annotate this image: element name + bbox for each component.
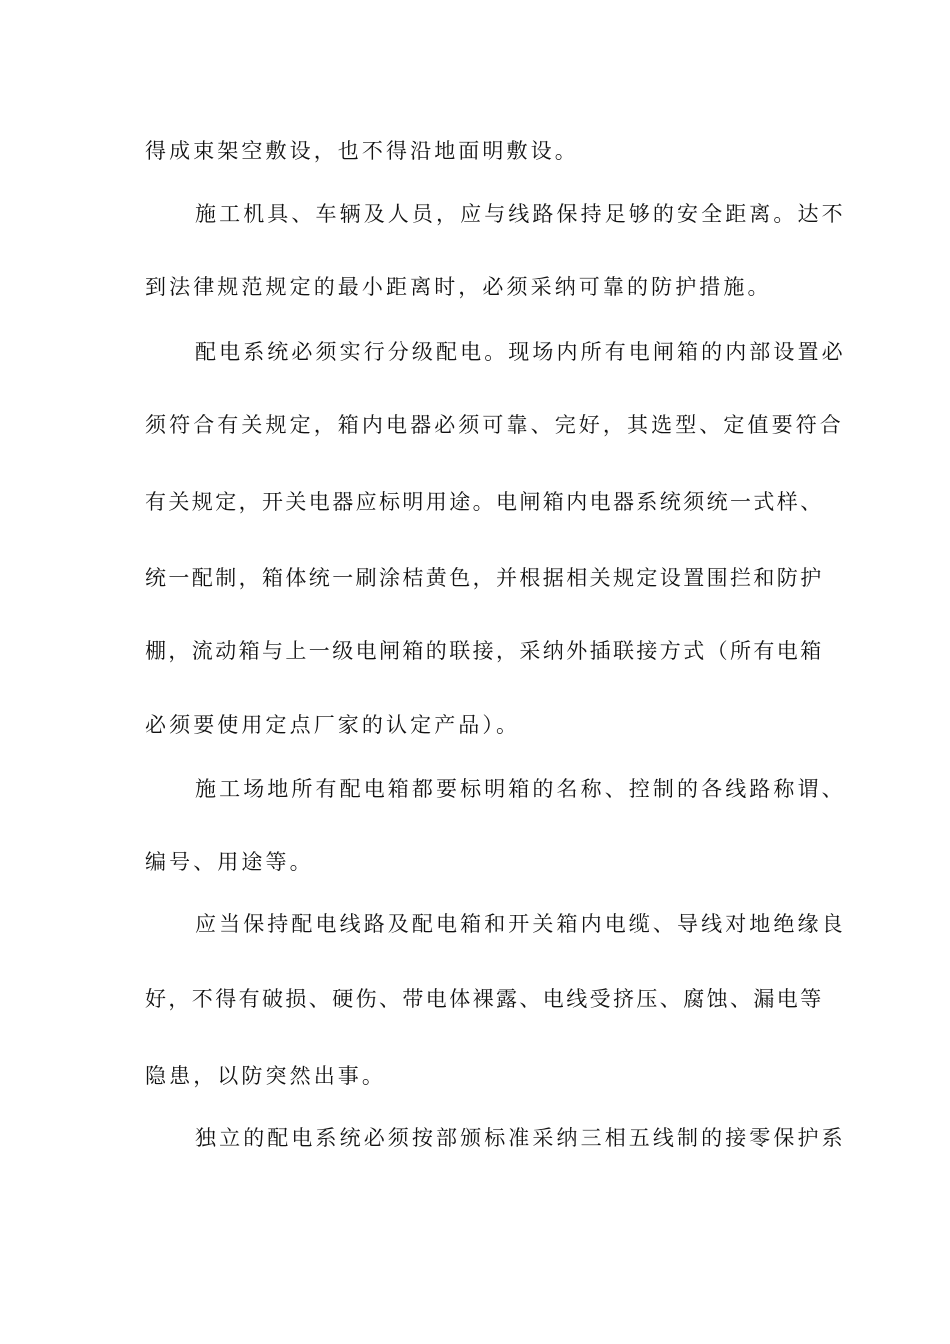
text-line-11: 编号、用途等。 — [145, 850, 314, 874]
text-line-15: 独立的配电系统必须按部颁标准采纳三相五线制的接零保护系 — [195, 1126, 846, 1150]
text-line-9: 必须要使用定点厂家的认定产品）。 — [145, 713, 521, 737]
text-line-5: 须符合有关规定，箱内电器必须可靠、完好，其选型、定值要符合 — [145, 413, 844, 437]
text-line-4: 配电系统必须实行分级配电。现场内所有电闸箱的内部设置必 — [195, 340, 846, 364]
text-line-7: 统一配制，箱体统一刷涂桔黄色，并根据相关规定设置围拦和防护 — [145, 566, 824, 590]
text-line-3: 到法律规范规定的最小距离时，必须采纳可靠的防护措施。 — [145, 275, 772, 299]
text-line-13: 好，不得有破损、硬伤、带电体裸露、电线受挤压、腐蚀、漏电等 — [145, 987, 824, 1011]
text-line-6: 有关规定，开关电器应标明用途。电闸箱内电器系统须统一式样、 — [145, 490, 824, 514]
text-line-12: 应当保持配电线路及配电箱和开关箱内电缆、导线对地绝缘良 — [195, 912, 846, 936]
text-line-14: 隐患，以防突然出事。 — [145, 1064, 386, 1088]
text-line-8: 棚，流动箱与上一级电闸箱的联接，采纳外插联接方式（所有电箱 — [145, 639, 824, 663]
text-line-10: 施工场地所有配电箱都要标明箱的名称、控制的各线路称谓、 — [195, 777, 846, 801]
text-line-2: 施工机具、车辆及人员，应与线路保持足够的安全距离。达不 — [195, 202, 846, 226]
text-line-1: 得成束架空敷设，也不得沿地面明敷设。 — [145, 139, 579, 163]
